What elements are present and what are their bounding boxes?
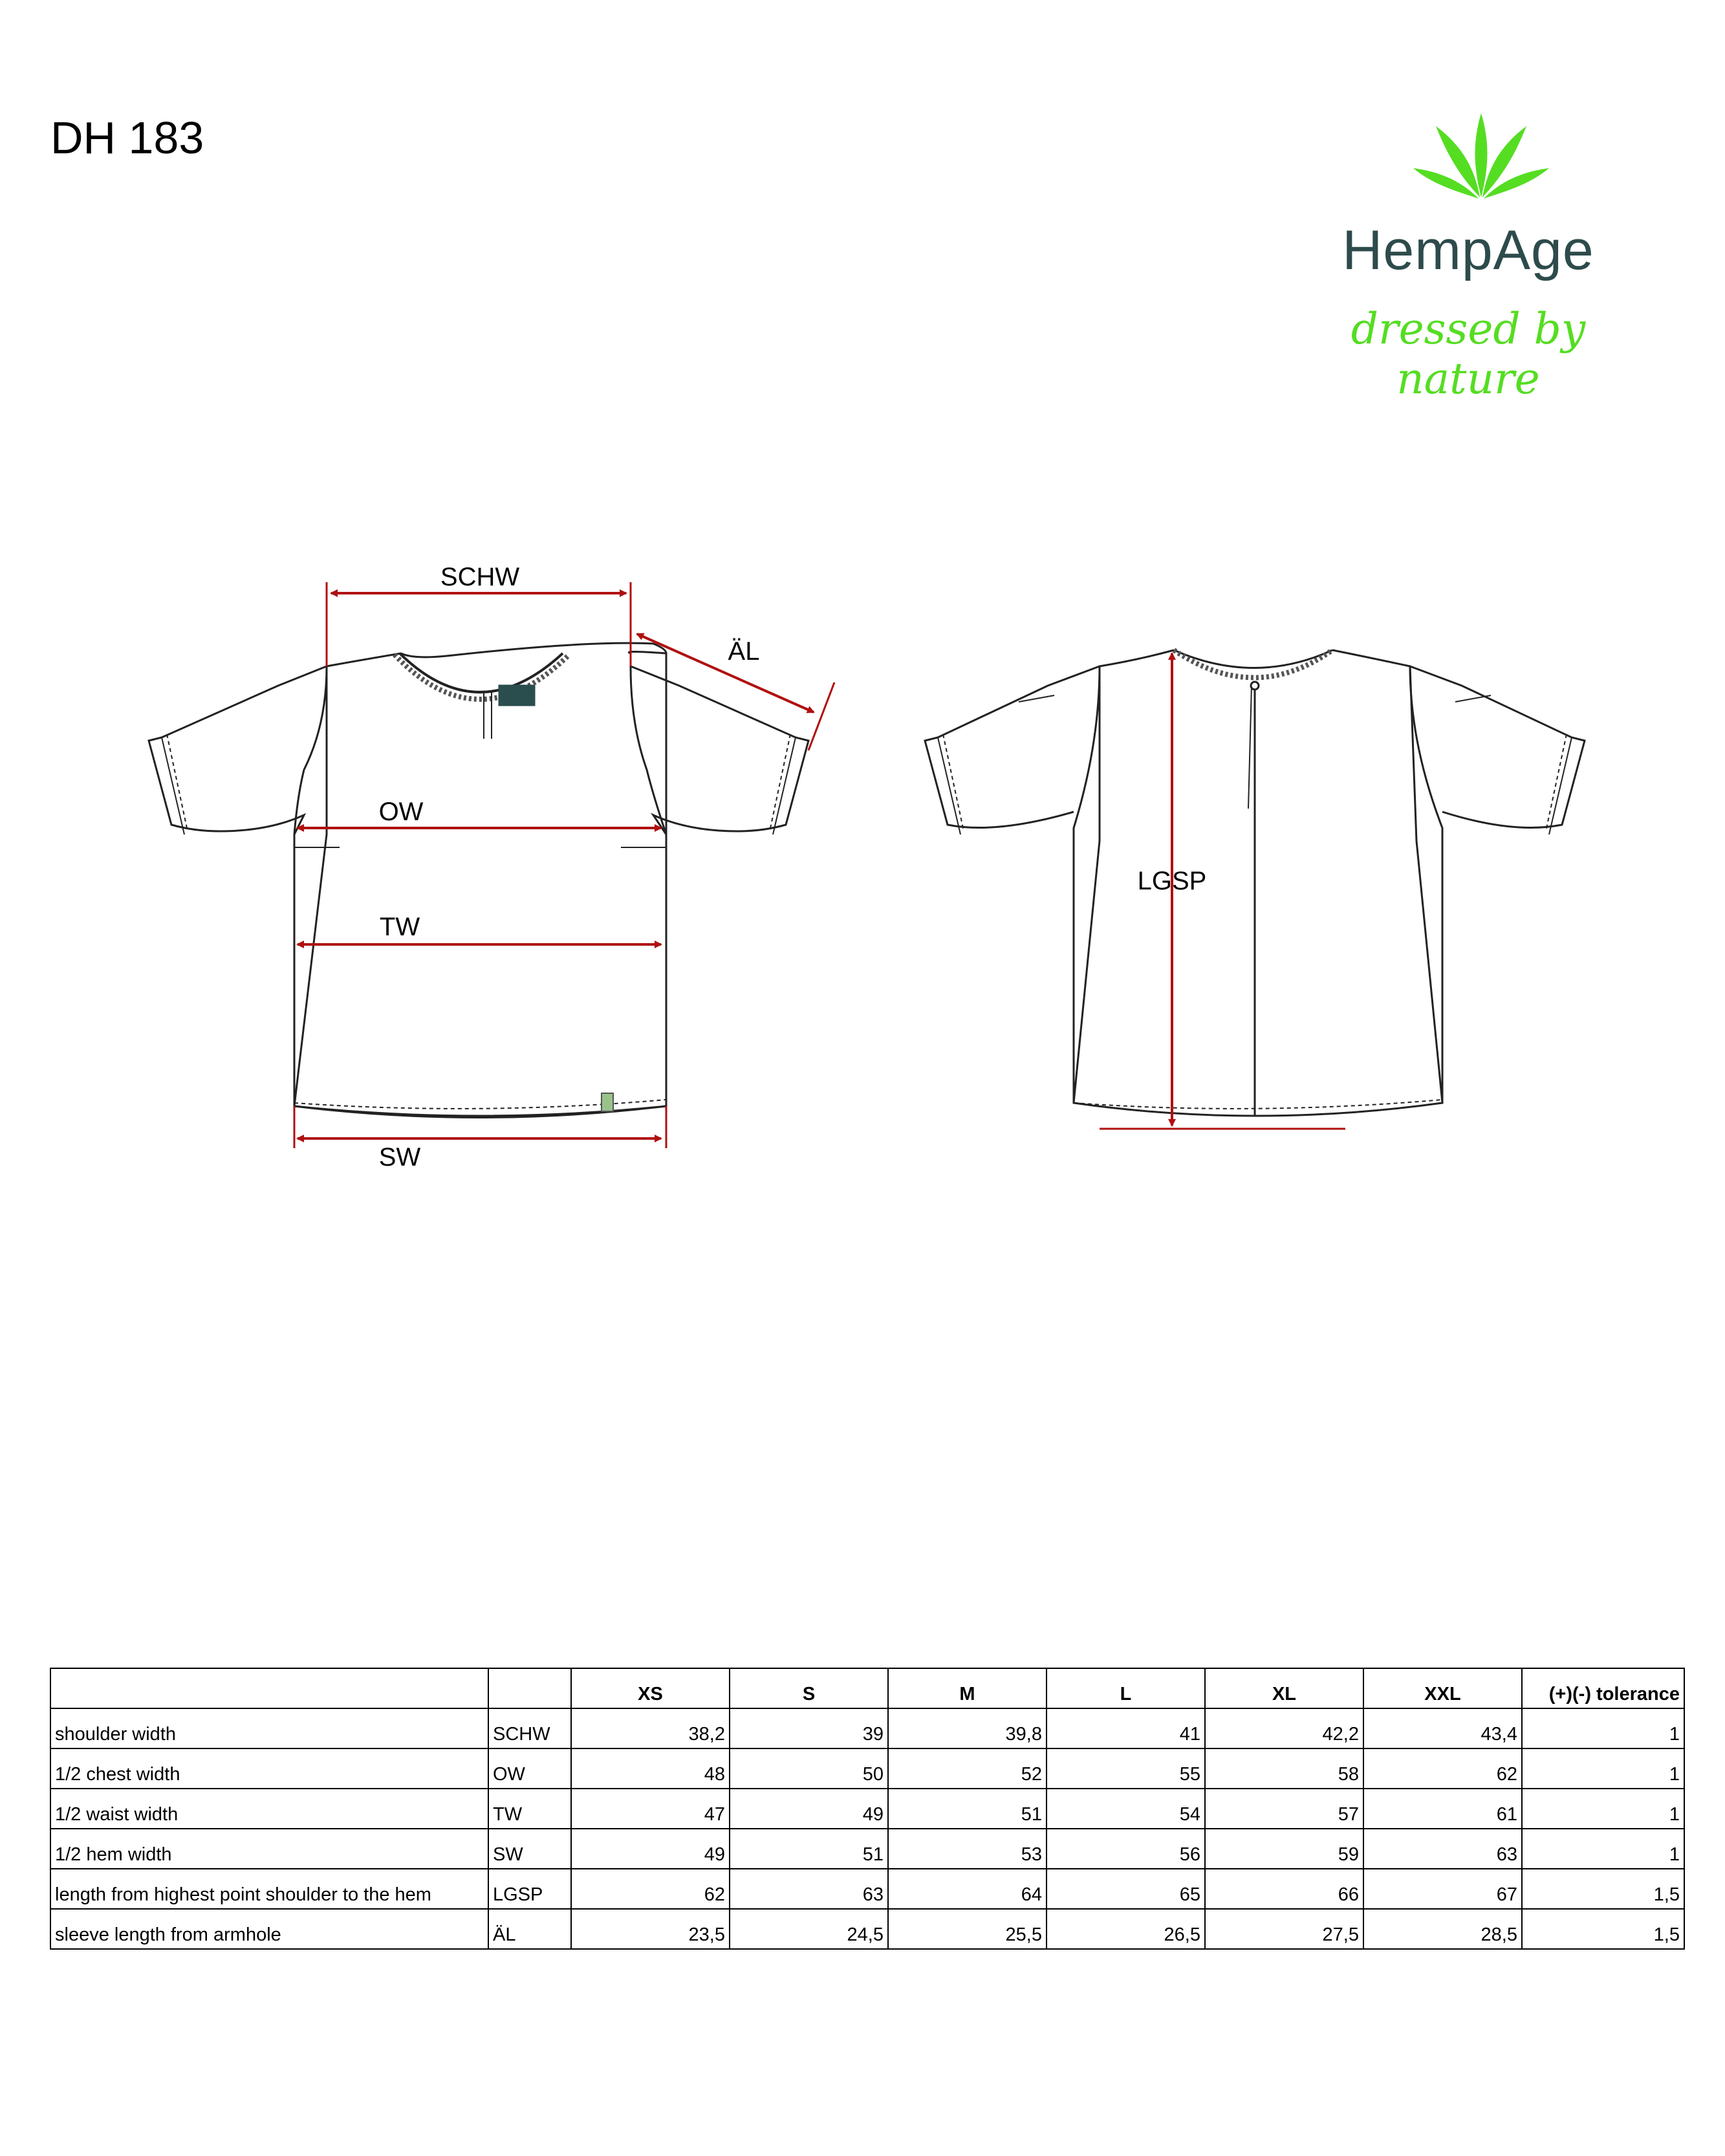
size-table (50, 1668, 1685, 1950)
header-size: XXL (1363, 1668, 1522, 1708)
row-value: 55 (1047, 1748, 1205, 1789)
row-value: 39,8 (888, 1708, 1047, 1748)
row-value: 23,5 (571, 1909, 730, 1949)
row-label: 1/2 hem width (50, 1829, 488, 1869)
row-value: 49 (730, 1789, 888, 1829)
back-shirt-drawing (925, 650, 1585, 1116)
row-value: 38,2 (571, 1708, 730, 1748)
header-empty-label (50, 1668, 488, 1708)
model-code: DH 183 (50, 113, 204, 163)
row-value: 67 (1363, 1869, 1522, 1909)
label-lgsp: LGSP (1137, 867, 1207, 895)
table-row (50, 1789, 1684, 1829)
row-value: 61 (1363, 1789, 1522, 1829)
row-value: 42,2 (1205, 1708, 1363, 1748)
row-value: 49 (571, 1829, 730, 1869)
row-label: sleeve length from armhole (50, 1909, 488, 1949)
row-label: 1/2 chest width (50, 1748, 488, 1789)
table-row (50, 1708, 1684, 1748)
row-value: 63 (1363, 1829, 1522, 1869)
row-value: 53 (888, 1829, 1047, 1869)
label-al: ÄL (728, 637, 760, 666)
row-value: 50 (730, 1748, 888, 1789)
label-ow: OW (378, 798, 424, 826)
row-value: 64 (888, 1869, 1047, 1909)
header-size: XL (1205, 1668, 1363, 1708)
header-size: S (730, 1668, 888, 1708)
row-value: 54 (1047, 1789, 1205, 1829)
row-value: 62 (571, 1869, 730, 1909)
table-header-row (50, 1668, 1684, 1708)
table-row (50, 1869, 1684, 1909)
row-label: 1/2 waist width (50, 1789, 488, 1829)
table-row (50, 1909, 1684, 1949)
row-value: 39 (730, 1708, 888, 1748)
row-code: SCHW (488, 1708, 571, 1748)
label-sw: SW (378, 1143, 421, 1171)
back-measure-lines (1100, 653, 1345, 1129)
front-measure-lines (294, 582, 834, 1148)
row-tolerance: 1,5 (1522, 1909, 1684, 1949)
row-value: 65 (1047, 1869, 1205, 1909)
row-value: 59 (1205, 1829, 1363, 1869)
row-value: 52 (888, 1748, 1047, 1789)
brand-tagline: dressed by nature (1351, 304, 1586, 404)
row-value: 25,5 (888, 1909, 1047, 1949)
row-value: 51 (888, 1789, 1047, 1829)
row-value: 51 (730, 1829, 888, 1869)
table-row (50, 1829, 1684, 1869)
row-value: 58 (1205, 1748, 1363, 1789)
header-empty-code (488, 1668, 571, 1708)
row-tolerance: 1,5 (1522, 1869, 1684, 1909)
brand-name: HempAge (1342, 219, 1594, 281)
row-value: 41 (1047, 1708, 1205, 1748)
row-value: 62 (1363, 1748, 1522, 1789)
label-schw: SCHW (440, 563, 520, 591)
row-value: 63 (730, 1869, 888, 1909)
row-value: 24,5 (730, 1909, 888, 1949)
table-row (50, 1748, 1684, 1789)
row-code: ÄL (488, 1909, 571, 1949)
row-tolerance: 1 (1522, 1789, 1684, 1829)
header-size: L (1047, 1668, 1205, 1708)
row-code: LGSP (488, 1869, 571, 1909)
header-tolerance: (+)(-) tolerance (1522, 1668, 1684, 1708)
row-value: 47 (571, 1789, 730, 1829)
label-tw: TW (379, 913, 420, 941)
front-shirt-drawing (149, 643, 808, 1117)
row-label: length from highest point shoulder to the hem (50, 1869, 488, 1909)
row-value: 57 (1205, 1789, 1363, 1829)
row-tolerance: 1 (1522, 1829, 1684, 1869)
row-code: SW (488, 1829, 571, 1869)
row-tolerance: 1 (1522, 1748, 1684, 1789)
row-value: 48 (571, 1748, 730, 1789)
row-value: 26,5 (1047, 1909, 1205, 1949)
row-value: 28,5 (1363, 1909, 1522, 1949)
row-tolerance: 1 (1522, 1708, 1684, 1748)
header-size: M (888, 1668, 1047, 1708)
row-code: TW (488, 1789, 571, 1829)
row-value: 66 (1205, 1869, 1363, 1909)
row-value: 43,4 (1363, 1708, 1522, 1748)
row-value: 27,5 (1205, 1909, 1363, 1949)
row-value: 56 (1047, 1829, 1205, 1869)
row-code: OW (488, 1748, 571, 1789)
row-label: shoulder width (50, 1708, 488, 1748)
header-size: XS (571, 1668, 730, 1708)
